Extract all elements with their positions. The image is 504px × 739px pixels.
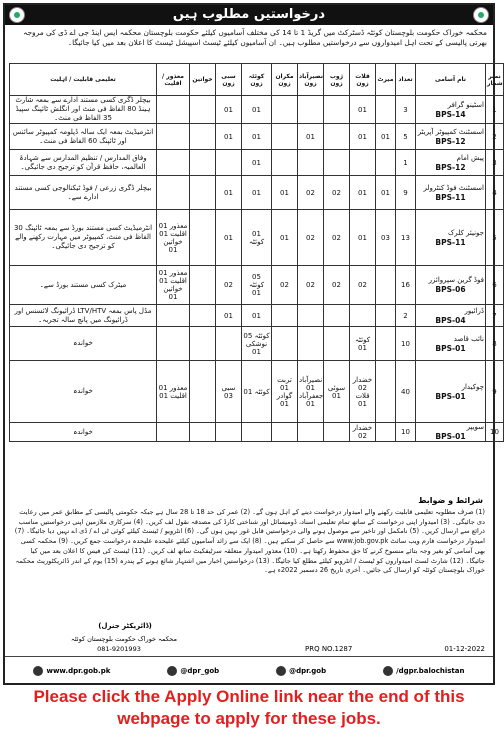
- post-title: ڈرائیور: [464, 306, 484, 315]
- quota-cell: 5: [396, 124, 416, 150]
- column-header: مکران زون: [272, 64, 298, 96]
- post-grade: BPS-12: [435, 162, 466, 172]
- quota-cell: 01: [350, 96, 376, 124]
- post-title: اسٹینو گرافر: [447, 100, 484, 109]
- post-title: جونیئر کلرک: [448, 228, 484, 237]
- quota-cell: [298, 150, 324, 176]
- quota-cell: [324, 327, 350, 361]
- prq-number: PRQ NO.1287: [305, 645, 353, 653]
- vacancy-table: [9, 63, 504, 442]
- quota-cell: 01: [242, 176, 272, 210]
- quota-cell: 01: [242, 305, 272, 327]
- twitter-icon: [167, 666, 177, 676]
- quota-cell: [157, 423, 190, 442]
- post-title: اسسٹنٹ کمپیوٹر آپریٹر: [417, 127, 484, 136]
- twitter-link[interactable]: @dpr_gob: [167, 666, 219, 676]
- ad-header-title: درخواستیں مطلوب ہیں: [172, 7, 326, 22]
- column-header: خواتین: [190, 64, 216, 96]
- quota-cell: [376, 423, 396, 442]
- ad-intro: محکمہ خوراک حکومت بلوچستان کوئٹہ ڈسٹرکٹ میں گریڈ 1 تا 14 کی مختلف آسامیوں کیلئے حکومت بلوچستان محکمہ ایس اینڈ جی اے ڈی کی مروجہ بھرتی پالیسی کے تحت اہل امیدواروں سے درخواستیں مطلوب ہیں۔ ان آسامیوں کیلئے ٹیسٹ اسپیشل ٹیسٹ کا اعلان بعد میں کیا جائیگا۔: [23, 28, 487, 47]
- table-row: [10, 124, 504, 150]
- instagram-icon: [276, 666, 286, 676]
- quota-cell: معذور 01 اقلیت 01 خواتین 01: [157, 210, 190, 266]
- quota-cell: 01: [216, 305, 242, 327]
- quota-cell: خضدار 02 قلات 01: [350, 361, 376, 423]
- quota-cell: 01: [272, 176, 298, 210]
- quota-cell: 02: [324, 176, 350, 210]
- quota-cell: کوئٹہ 01: [350, 327, 376, 361]
- qualification-cell: انٹرمیڈیٹ کسی مستند بورڈ سے بمعہ ٹائپنگ 30 الفاظ فی منٹ، کمپیوٹر میں مہارت رکھنے والے کو ترجیح دی جائیگی۔: [10, 210, 157, 266]
- quota-cell: 10: [396, 423, 416, 442]
- quota-cell: 01: [242, 150, 272, 176]
- signature-title: (ڈائریکٹر جنرل): [98, 622, 152, 630]
- quota-cell: سوئی 01: [324, 361, 350, 423]
- quota-cell: 01 کوئٹہ: [242, 210, 272, 266]
- quota-cell: [157, 327, 190, 361]
- qualification-cell: میٹرک کسی مستند بورڈ سے۔: [10, 266, 157, 305]
- post-grade: BPS-14: [435, 109, 466, 119]
- qualification-cell: انٹرمیڈیٹ بمعہ ایک سالہ ڈپلومہ کمپیوٹر سائنس اور ٹائپنگ 60 الفاظ فی منٹ۔: [10, 124, 157, 150]
- table-row: [10, 361, 504, 423]
- column-header: ژوب زون: [324, 64, 350, 96]
- quota-cell: [216, 150, 242, 176]
- quota-cell: [376, 266, 396, 305]
- vacancy-table-header: [10, 64, 504, 96]
- qualification-cell: بیچلر ڈگری کسی مستند ادارے سے بمعہ شارٹ ہینڈ 80 الفاظ فی منٹ اور انگلش ٹائپنگ سپیڈ 35 الفاظ فی منٹ۔: [10, 96, 157, 124]
- website-link[interactable]: www.dpr.gob.pk: [33, 666, 110, 676]
- globe-icon: [33, 666, 43, 676]
- column-header: معذور / اقلیت: [157, 64, 190, 96]
- quota-cell: کوئٹہ 05 نوشکی 01: [242, 327, 272, 361]
- facebook-link[interactable]: /dgpr.balochistan: [383, 666, 464, 676]
- qualification-cell: خواندہ: [10, 423, 157, 442]
- qualification-cell: بیچلر ڈگری زرعی / فوڈ ٹیکنالوجی کسی مستند ادارے سے۔: [10, 176, 157, 210]
- quota-cell: [190, 176, 216, 210]
- post-title: چوکیدار: [461, 382, 484, 391]
- table-row: [10, 150, 504, 176]
- post-name-cell: [416, 423, 486, 442]
- quota-cell: [272, 423, 298, 442]
- serial-number-cell: 3: [486, 150, 504, 176]
- post-name-cell: [416, 305, 486, 327]
- quota-cell: معذور 01 اقلیت 01: [157, 361, 190, 423]
- column-header: نصیرآباد زون: [298, 64, 324, 96]
- post-name-cell: [416, 96, 486, 124]
- post-name-cell: [416, 361, 486, 423]
- quota-cell: 16: [396, 266, 416, 305]
- quota-cell: 01: [376, 124, 396, 150]
- post-name-cell: [416, 327, 486, 361]
- quota-cell: 9: [396, 176, 416, 210]
- column-header: کوئٹہ زون: [242, 64, 272, 96]
- post-grade: BPS-04: [435, 315, 466, 325]
- quota-cell: [190, 266, 216, 305]
- quota-cell: خضدار 02: [350, 423, 376, 442]
- quota-cell: [157, 96, 190, 124]
- job-advertisement: [3, 3, 503, 685]
- quota-cell: [298, 96, 324, 124]
- quota-cell: 01: [272, 210, 298, 266]
- serial-number-cell: 7: [486, 305, 504, 327]
- serial-number-cell: 2: [486, 124, 504, 150]
- quota-cell: 3: [396, 96, 416, 124]
- quota-cell: [272, 96, 298, 124]
- quota-cell: 2: [396, 305, 416, 327]
- quota-cell: [190, 361, 216, 423]
- quota-cell: 40: [396, 361, 416, 423]
- column-header: تعداد: [396, 64, 416, 96]
- quota-cell: [272, 124, 298, 150]
- quota-cell: 01: [216, 124, 242, 150]
- post-name-cell: [416, 124, 486, 150]
- quota-cell: 13: [396, 210, 416, 266]
- quota-cell: سبی 03: [216, 361, 242, 423]
- quota-cell: 01: [350, 124, 376, 150]
- quota-cell: معذور 01 اقلیت 01 خواتین 01: [157, 266, 190, 305]
- rules-title: شرائط و ضوابط: [418, 496, 483, 505]
- post-name-cell: [416, 266, 486, 305]
- post-grade: BPS-06: [435, 285, 466, 294]
- quota-cell: [324, 96, 350, 124]
- apply-online-notice: Please click the Apply Online link near the end of this webpage to apply for these jobs.: [33, 687, 465, 728]
- quota-cell: [272, 150, 298, 176]
- quota-cell: [350, 305, 376, 327]
- ad-header: [5, 5, 493, 25]
- quota-cell: [190, 423, 216, 442]
- quota-cell: [376, 361, 396, 423]
- quota-cell: [157, 150, 190, 176]
- quota-cell: 01: [216, 210, 242, 266]
- quota-cell: 02: [324, 266, 350, 305]
- quota-cell: [376, 305, 396, 327]
- qualification-cell: خواندہ: [10, 327, 157, 361]
- column-header: نام آسامی: [416, 64, 486, 96]
- prq-line: [305, 645, 485, 654]
- quota-cell: [298, 305, 324, 327]
- quota-cell: [216, 423, 242, 442]
- quota-cell: 02: [298, 266, 324, 305]
- food-department-logo-icon: [473, 7, 489, 23]
- quota-cell: [190, 124, 216, 150]
- quota-cell: [272, 305, 298, 327]
- column-header: نمبر شمار: [486, 64, 504, 96]
- quota-cell: [376, 150, 396, 176]
- signature-subtitle: محکمہ خوراک حکومت بلوچستان کوئٹہ: [71, 635, 177, 643]
- quota-cell: 01: [242, 96, 272, 124]
- quota-cell: 01: [350, 176, 376, 210]
- column-header: تعلیمی قابلیت / اہلیت: [10, 64, 157, 96]
- table-row: [10, 305, 504, 327]
- serial-number-cell: 10: [486, 423, 504, 442]
- quota-cell: [157, 305, 190, 327]
- quota-cell: 10: [396, 327, 416, 361]
- quota-cell: 01: [376, 176, 396, 210]
- social-bar: [5, 656, 493, 684]
- quota-cell: [157, 124, 190, 150]
- post-title: پیش امام: [456, 153, 484, 162]
- quota-cell: 01: [216, 96, 242, 124]
- instagram-link[interactable]: @dpr.gob: [276, 666, 326, 676]
- quota-cell: 02: [216, 266, 242, 305]
- quota-cell: 03: [376, 210, 396, 266]
- serial-number-cell: 8: [486, 327, 504, 361]
- quota-cell: 02: [272, 266, 298, 305]
- column-header: میرٹ: [376, 64, 396, 96]
- post-grade: BPS-01: [435, 432, 466, 441]
- post-title: اسسٹنٹ فوڈ کنٹرولر: [423, 183, 484, 192]
- quota-cell: [190, 305, 216, 327]
- table-row: [10, 96, 504, 124]
- quota-cell: [324, 423, 350, 442]
- quota-cell: [324, 124, 350, 150]
- government-logo-icon: [9, 7, 25, 23]
- post-title: نائب قاصد: [453, 334, 484, 343]
- column-header: سبی زون: [216, 64, 242, 96]
- quota-cell: [157, 176, 190, 210]
- quota-cell: [298, 423, 324, 442]
- quota-cell: نصیرآباد 01 جعفرآباد 01: [298, 361, 324, 423]
- post-title: سویپر: [466, 423, 484, 431]
- table-row: [10, 210, 504, 266]
- serial-number-cell: 5: [486, 210, 504, 266]
- table-row: [10, 176, 504, 210]
- facebook-icon: [383, 666, 393, 676]
- table-row: [10, 327, 504, 361]
- table-row: [10, 423, 504, 442]
- quota-cell: [376, 327, 396, 361]
- qualification-cell: خواندہ: [10, 361, 157, 423]
- table-row: [10, 266, 504, 305]
- post-grade: BPS-12: [435, 136, 466, 146]
- quota-cell: [376, 96, 396, 124]
- quota-cell: 02: [324, 210, 350, 266]
- phone-number: 081-9201993: [97, 645, 141, 653]
- quota-cell: [324, 305, 350, 327]
- rules-text: (1) صرف مطلوبہ تعلیمی قابلیت رکھنے والے امیدوار درخواست دینے کے اہل ہوں گے۔ (2) عمر کی حد 18 تا 28 سال ہے جبکہ حکومتی پالیسی کے مطابق عمر میں رعایت دی جائیگی۔ (3) امیدوار اپنی درخواست کے ساتھ تمام تعلیمی اسناد، ڈومیسائل اور شناختی کارڈ کی مصدقہ نقول لف کریں۔ (4) سرکاری ملازمین اپنی درخواستیں مناسب ذرائع سے ارسال کریں۔ (5) نامکمل اور تاخیر سے موصول ہونے والی درخواستیں قابل غور نہیں ہوں گی۔ (6) انٹرویو / ٹیسٹ کیلئے کوئی ٹی اے / ڈی اے نہیں دیا جائیگا۔ (7) امیدوار درخواست فارم ویب سائٹ www.job.gov.pk سے حاصل کر سکتے ہیں۔ (8) ایک سے زائد آسامیوں کیلئے علیحدہ علیحدہ درخواست جمع کریں۔ (9) محکمہ کسی بھی آسامی کو بغیر وجہ بتائے منسوخ کرنے کا حق محفوظ رکھتا ہے۔ (10) معذور امیدوار متعلقہ سرٹیفکیٹ ساتھ لف کریں۔ (11) ٹیسٹ کی فیس کا اعلان بعد میں کیا جائیگا۔ (12) شارٹ لسٹ امیدواروں کو ٹیسٹ / انٹرویو کیلئے مطلع کیا جائیگا۔ (13) درخواستیں اخبار میں اشتہار شائع ہونے کے پندرہ (15) یوم کے اندر ڈائریکٹوریٹ محکمہ خوراک بلوچستان کوئٹہ کو ارسال کی جائیں۔ آخری تاریخ 26 دسمبر 2022ء ہے۔: [14, 508, 485, 575]
- quota-cell: [272, 327, 298, 361]
- quota-cell: 01: [216, 176, 242, 210]
- quota-cell: 01: [350, 210, 376, 266]
- quota-cell: 01: [298, 124, 324, 150]
- post-name-cell: [416, 150, 486, 176]
- quota-cell: [216, 327, 242, 361]
- serial-number-cell: 1: [486, 96, 504, 124]
- column-header: قلات زون: [350, 64, 376, 96]
- quota-cell: [190, 96, 216, 124]
- serial-number-cell: 6: [486, 266, 504, 305]
- prq-date: 01-12-2022: [444, 645, 485, 653]
- quota-cell: [190, 150, 216, 176]
- serial-number-cell: 9: [486, 361, 504, 423]
- quota-cell: [324, 150, 350, 176]
- quota-cell: 05 کوئٹہ 01: [242, 266, 272, 305]
- quota-cell: [242, 423, 272, 442]
- post-name-cell: [416, 210, 486, 266]
- post-name-cell: [416, 176, 486, 210]
- quota-cell: [190, 327, 216, 361]
- post-grade: BPS-01: [435, 391, 466, 401]
- quota-cell: 1: [396, 150, 416, 176]
- quota-cell: تربت 01 گوادر 01: [272, 361, 298, 423]
- quota-cell: [350, 150, 376, 176]
- quota-cell: 02: [298, 210, 324, 266]
- quota-cell: 02: [298, 176, 324, 210]
- quota-cell: کوئٹہ 01: [242, 361, 272, 423]
- post-grade: BPS-01: [435, 343, 466, 353]
- post-title: فوڈ گرین سپروائزر: [428, 276, 484, 284]
- quota-cell: 01: [242, 124, 272, 150]
- post-grade: BPS-11: [435, 192, 466, 202]
- quota-cell: 02: [350, 266, 376, 305]
- qualification-cell: مڈل پاس بمعہ LTV/HTV ڈرائیونگ لائسنس اور ڈرائیونگ میں پانچ سالہ تجربہ۔: [10, 305, 157, 327]
- qualification-cell: وفاق المدارس / تنظیم المدارس سے شہادۃ العالمیہ، حافظ قرآن کو ترجیح دی جائیگی۔: [10, 150, 157, 176]
- quota-cell: [190, 210, 216, 266]
- serial-number-cell: 4: [486, 176, 504, 210]
- post-grade: BPS-11: [435, 237, 466, 247]
- quota-cell: [298, 327, 324, 361]
